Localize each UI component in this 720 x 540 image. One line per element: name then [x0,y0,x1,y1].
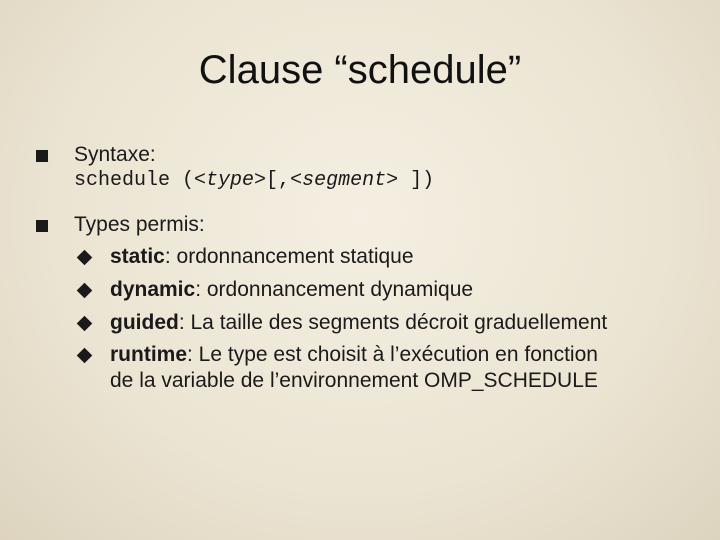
square-bullet-icon [36,150,48,162]
list-item: guided: La taille des segments décroit graduellement [76,310,607,336]
square-bullet-icon [36,220,48,232]
diamond-bullet-icon [77,283,93,299]
syntax-bullet [36,142,434,194]
list-item: dynamic: ordonnancement dynamique [76,277,473,303]
types-label: Types permis: [74,213,205,236]
slide-title: Clause “schedule” [198,48,522,92]
list-item: runtime: Le type est choisit à l’exécution en fonction de la variable de l’environnement OMP_SCHEDULE [76,342,598,394]
syntax-code: schedule (<type>[,<segment> ]) [74,169,435,192]
diamond-bullet-icon [77,348,93,364]
syntax-label: Syntaxe: [74,143,156,166]
list-item: static: ordonnancement statique [76,244,414,270]
diamond-bullet-icon [77,250,93,266]
diamond-bullet-icon [77,316,93,332]
types-bullet [36,212,205,238]
